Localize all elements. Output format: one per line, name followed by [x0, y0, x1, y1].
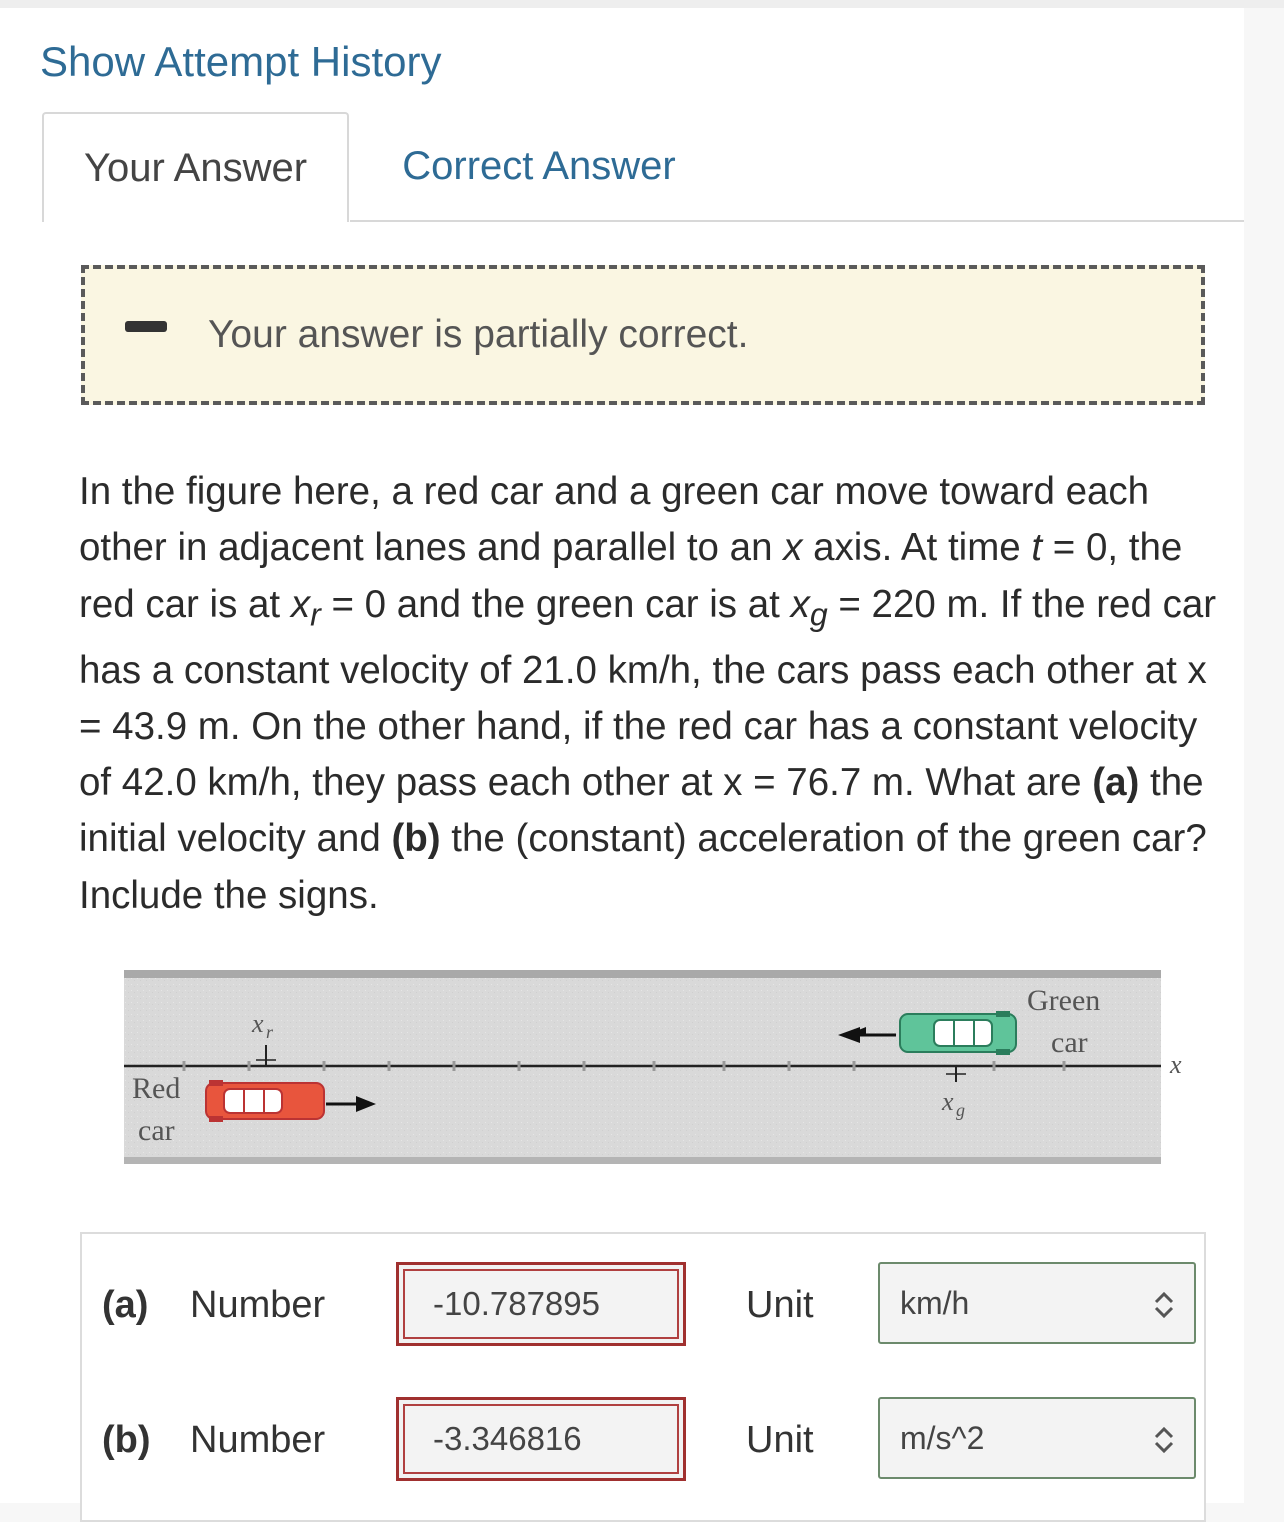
unit-value: km/h — [900, 1284, 970, 1321]
part-b-label: (b) — [391, 817, 441, 861]
answer-a-input[interactable] — [396, 1262, 686, 1346]
answer-b-value[interactable]: -3.346816 — [403, 1404, 679, 1474]
tab-your-answer[interactable] — [42, 112, 349, 222]
tabs-divider — [350, 220, 1244, 222]
question-subscript: r — [310, 596, 321, 633]
red-car — [206, 1080, 324, 1122]
road-figure — [124, 970, 1161, 1164]
question-text-part: In the figure here, a red car and a green car move toward each other in adjacent lanes and parallel to an — [79, 470, 1150, 570]
feedback-message: Your answer is partially correct. — [208, 313, 749, 356]
green-car-label-2: car — [1051, 1026, 1088, 1059]
top-strip — [0, 0, 1284, 8]
question-var: x — [290, 582, 311, 626]
feedback-banner — [81, 265, 1205, 405]
answer-panel — [80, 1232, 1206, 1522]
xg-label-sub: g — [956, 1100, 965, 1120]
part-a-label: (a) — [1092, 761, 1140, 805]
question-text-part: = 0, the red car is at — [79, 526, 1183, 626]
tab-correct-answer[interactable] — [372, 112, 706, 220]
answer-a-value[interactable]: -10.787895 — [403, 1269, 679, 1339]
part-b-row-label — [102, 1419, 151, 1462]
question-text-part: the initial velocity and — [79, 761, 1204, 861]
question-text-part: the (constant) acceleration of the green car? Include the signs. — [79, 817, 1207, 917]
xr-label: x — [252, 1009, 264, 1038]
green-car — [900, 1011, 1016, 1055]
red-car-label: Red — [132, 1072, 181, 1105]
question-text — [79, 464, 1219, 924]
answer-b-unit-select[interactable] — [878, 1397, 1196, 1479]
number-label: Number — [190, 1284, 326, 1326]
select-chevron-icon — [1150, 1423, 1178, 1457]
answer-b-input[interactable] — [396, 1397, 686, 1481]
unit-label: Unit — [746, 1284, 814, 1326]
question-text-part: axis. At time — [802, 526, 1032, 570]
select-chevron-icon — [1150, 1288, 1178, 1322]
xr-label-sub: r — [266, 1022, 274, 1042]
unit-value: m/s^2 — [900, 1419, 985, 1456]
x-axis-label-outer: x — [1170, 1050, 1182, 1079]
question-text-part: = 220 m. If the red car has a constant velocity of 21.0 km/h, the cars pass each other at x = 43.9 m. On the other hand, if the red car has a constant velocity of 42.0 km/h, they pass each other at x = 76.7 m. What are — [79, 582, 1217, 805]
show-attempt-history-link[interactable]: Show Attempt History — [40, 38, 442, 85]
part-label: (b) — [102, 1419, 151, 1461]
question-var: x — [783, 526, 803, 570]
answer-a-unit-select[interactable] — [878, 1262, 1196, 1344]
tab-label: Your Answer — [83, 145, 308, 190]
question-text-part: = 0 and the green car is at — [320, 582, 791, 626]
part-a-row-label — [102, 1284, 148, 1327]
road-edge-top — [124, 970, 1161, 978]
partial-correct-icon — [125, 321, 167, 332]
red-car-label-2: car — [138, 1114, 175, 1147]
question-var: t — [1031, 526, 1043, 570]
question-subscript: g — [809, 596, 828, 633]
number-label: Number — [190, 1419, 326, 1461]
tab-label: Correct Answer — [402, 143, 676, 188]
road-edge-bottom — [124, 1157, 1161, 1164]
part-label: (a) — [102, 1284, 149, 1326]
question-var: x — [790, 582, 810, 626]
green-car-label: Green — [1027, 984, 1101, 1017]
xg-label: x — [942, 1087, 954, 1116]
unit-label: Unit — [746, 1419, 814, 1461]
